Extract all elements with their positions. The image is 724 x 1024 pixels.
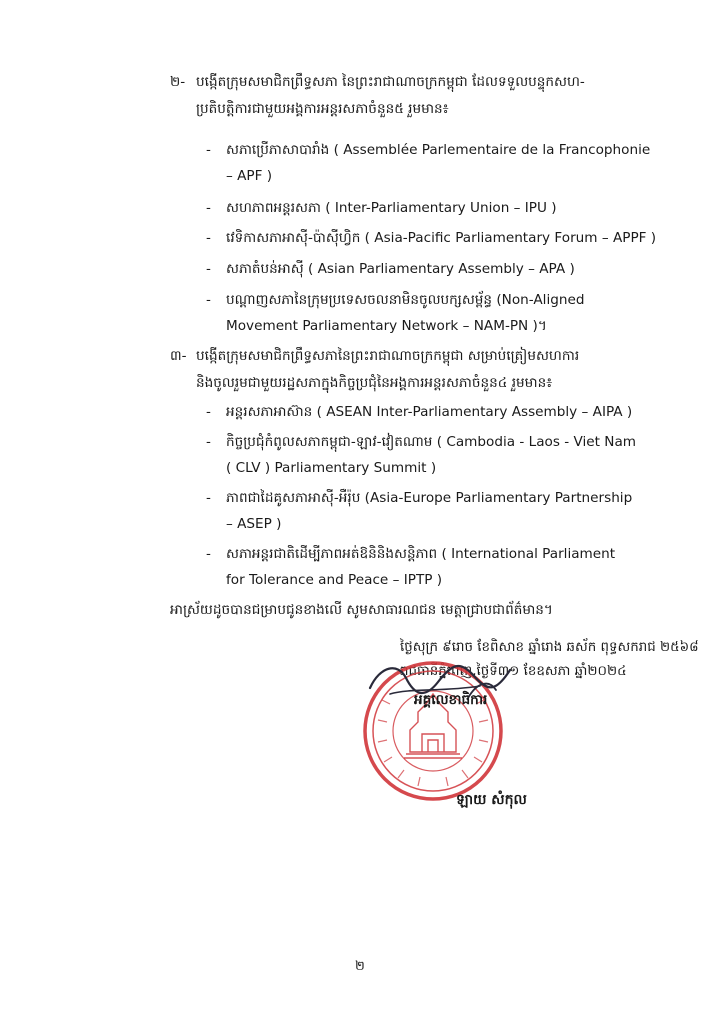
item-2-line-2: ប្រតិបត្តិការជាមួយអង្គការអន្តរសភាចំនួន៥ រួមមាន៖ — [196, 101, 449, 117]
item-2-bullet-5 — [206, 290, 584, 310]
bullet-text: កិច្ចប្រជុំកំពូលសភាកម្ពុជា-ឡាវ-វៀតណាម ( Cambodia - Laos - Viet Nam — [226, 434, 637, 450]
bullet-dash: - — [206, 404, 211, 420]
bullet-text: សភាអន្តរជាតិដើម្បីភាពអត់ឱនិនិងសន្តិភាព ( International Parliament — [226, 546, 616, 562]
item-2-bullet-1 — [206, 140, 650, 160]
item-3-bullet-4-cont: for Tolerance and Peace – IPTP ) — [226, 572, 443, 588]
closing-sentence: អាស្រ័យដូចបានជម្រាបជូនខាងលើ សូមសាធារណជន មេត្តាជ្រាបជាព័ត៌មាន។ — [170, 602, 553, 618]
item-3-bullet-4 — [206, 544, 615, 564]
item-2-bullet-1-cont: – APF ) — [226, 168, 273, 184]
item-2-bullet-4 — [206, 259, 575, 279]
item-2-line-1: បង្កើតក្រុមសមាជិកព្រឹទ្ធសភា នៃព្រះរាជាណាចក្រកម្ពុជា ដែលទទួលបន្ទុកសហ- — [196, 74, 585, 90]
item-3-bullet-3-cont: – ASEP ) — [226, 516, 282, 532]
item-2-bullet-5-cont: Movement Parliamentary Network – NAM-PN )។ — [226, 318, 547, 334]
item-3-bullet-2-cont: ( CLV ) Parliamentary Summit ) — [226, 460, 437, 476]
bullet-dash: - — [206, 292, 211, 308]
item-3-line-2: និងចូលរួមជាមួយរដ្ឋសភាក្នុងកិច្ចប្រជុំនៃអង្គការអន្តរសភាចំនួន៤ រួមមាន៖ — [196, 375, 553, 391]
bullet-text: បណ្តាញសភានៃក្រុមប្រទេសចលនាមិនចូលបក្សសម្ព័ន្ធ (Non-Aligned — [226, 292, 585, 308]
item-3-line-1: បង្កើតក្រុមសមាជិកព្រឹទ្ធសភានៃព្រះរាជាណាចក្រកម្ពុជា សម្រាប់ត្រៀមសហការ — [196, 348, 580, 364]
bullet-dash: - — [206, 142, 211, 158]
date-solar: រាជធានីភ្នំពេញ,ថ្ងៃទី៣១ ខែឧសភា ឆ្នាំ២០២៤ — [400, 664, 627, 679]
bullet-dash: - — [206, 490, 211, 506]
page-number: ២ — [355, 959, 365, 974]
bullet-dash: - — [206, 230, 211, 246]
item-3-bullet-2 — [206, 432, 636, 452]
bullet-dash: - — [206, 261, 211, 277]
bullet-text: សភាប្រើភាសាបារាំង ( Assemblée Parlementaire de la Francophonie — [226, 142, 651, 158]
item-3-number: ៣- — [170, 348, 187, 364]
item-2-bullet-2 — [206, 198, 557, 218]
item-2-number: ២- — [170, 74, 186, 90]
item-3-bullet-3 — [206, 488, 632, 508]
bullet-text: ភាពជាដៃគូសភាអាស៊ី-អឺរ៉ុប (Asia-Europe Parliamentary Partnership — [226, 490, 633, 506]
date-lunar: ថ្ងៃសុក្រ ៩រោច ខែពិសាខ ឆ្នាំរោង ឆស័ក ពុទ្ធសករាជ ២៥៦៨ — [400, 640, 699, 655]
bullet-dash: - — [206, 546, 211, 562]
item-3-bullet-1 — [206, 402, 632, 422]
signatory-name: ឡាយ សំកុល — [456, 792, 527, 808]
signatory-title: អគ្គលេខាធិការ — [414, 692, 488, 708]
bullet-text: សភាតំបន់អាស៊ី ( Asian Parliamentary Assembly – APA ) — [226, 261, 575, 277]
bullet-text: វេទិកាសភាអាស៊ី-ប៉ាស៊ីហ្វិក ( Asia-Pacific Parliamentary Forum – APPF ) — [226, 230, 657, 246]
bullet-text: អន្តរសភាអាស៊ាន ( ASEAN Inter-Parliamentary Assembly – AIPA ) — [226, 404, 633, 420]
bullet-dash: - — [206, 200, 211, 216]
bullet-dash: - — [206, 434, 211, 450]
item-2-bullet-3 — [206, 228, 656, 248]
bullet-text: សហភាពអន្តរសភា ( Inter-Parliamentary Union – IPU ) — [226, 200, 557, 216]
